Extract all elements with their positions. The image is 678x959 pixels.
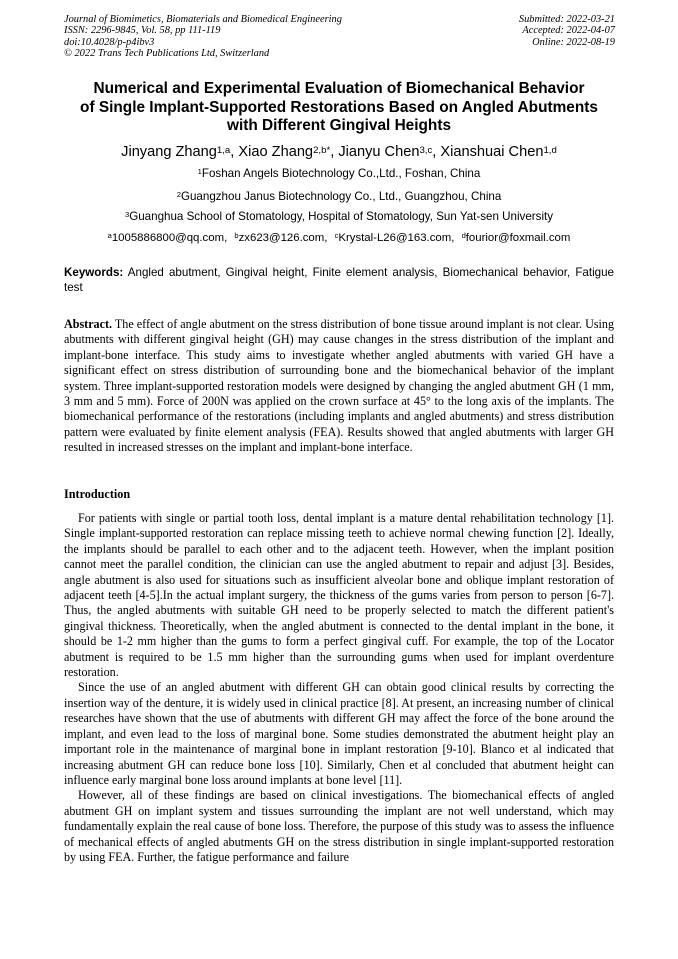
- email-list: [40, 231, 638, 245]
- introduction-heading: Introduction: [64, 487, 131, 501]
- affiliation-2: [40, 190, 638, 204]
- author-affil-marker: 3,c: [419, 144, 433, 156]
- email-marker: a: [107, 231, 112, 241]
- email-link[interactable]: zx623@126.com,: [238, 232, 328, 244]
- author-affil-marker: 1,d: [543, 144, 557, 156]
- email-link[interactable]: fourior@foxmail.com: [465, 232, 571, 244]
- affiliation-text: Foshan Angels Biotechnology Co.,Ltd., Foshan, China: [201, 167, 481, 180]
- email-link[interactable]: Krystal-L26@163.com,: [338, 232, 455, 244]
- affiliation-text: Guangzhou Janus Biotechnology Co., Ltd., Guangzhou, China: [180, 190, 502, 203]
- author-affil-marker: 1,a: [216, 144, 231, 156]
- journal-name: Journal of Biomimetics, Biomaterials and Biomedical Engineering: [64, 14, 342, 25]
- author-name: Jinyang Zhang: [121, 144, 217, 160]
- author-name: Xiao Zhang: [238, 144, 314, 160]
- dates-header: [519, 14, 615, 48]
- submitted-date: Submitted: 2022-03-21: [518, 14, 615, 25]
- copyright-line: © 2022 Trans Tech Publications Ltd, Switzerland: [64, 47, 270, 59]
- author-list: [40, 143, 638, 161]
- email-marker: d: [461, 231, 466, 241]
- issn-line: ISSN: 2296-9845, Vol. 58, pp 111-119: [64, 25, 221, 37]
- abstract-section: [64, 317, 614, 456]
- author-name: Xianshuai Chen: [440, 144, 544, 160]
- introduction-body: [64, 511, 614, 865]
- affiliation-text: Guanghua School of Stomatology, Hospital of Stomatology, Sun Yat-sen University: [129, 210, 554, 223]
- journal-header: [64, 14, 342, 59]
- paper-title: [40, 80, 638, 136]
- affiliation-marker: 3: [124, 210, 130, 220]
- title-line: of Single Implant-Supported Restorations Based on Angled Abutments: [80, 98, 598, 116]
- affiliation-marker: 2: [176, 190, 181, 200]
- paragraph: However, all of these findings are based on clinical investigations. The biomechanical effects of angled abutment GH on implant system and tissues surrounding the implant are not well understand, which may fundamentally explain the real cause of bone loss. Therefore, the purpose of this study was to assess the influence of mechanical effects of angled abutments GH on the stress distribution in single implant-supported restoration by using FEA. Further, the fatigue performance and failure: [64, 788, 614, 864]
- affiliation-3: [40, 210, 638, 224]
- title-line: with Different Gingival Heights: [226, 117, 452, 135]
- abstract-text: The effect of angle abutment on the stress distribution of bone tissue around implant is not clear. Using abutments with different gingival height (GH) may cause changes in the stress distribution of the implant and implant-bone interface. This study aims to investigate whether angled abutments with varied GH have a significant effect on stress distribution of surrounding bone and the biomechanical behavior of the implant system. Three implant-supported restoration models were designed by changing the angled abutment GH (1 mm, 3 mm and 5 mm). Force of 200N was applied on the crown surface at 45° to the long axis of the implants. The biomechanical performance of the restorations (including implants and angled abutments) and stress distribution pattern were evaluated by finite element analysis (FEA). Results showed that angled abutments with larger GH resulted in increased stresses on the implant and implant-bone interface.: [64, 317, 614, 455]
- title-line: Numerical and Experimental Evaluation of Biomechanical Behavior: [93, 80, 585, 97]
- online-date: Online: 2022-08-19: [532, 36, 615, 48]
- doi-line: doi:10.4028/p-p4ibv3: [64, 36, 155, 48]
- keywords-label: Keywords:: [64, 266, 124, 279]
- paragraph: Since the use of an angled abutment with different GH can obtain good clinical results by correcting the insertion way of the denture, it is widely used in clinical practice [8]. At present, an increasing number of clinical researches have shown that the use of abutments with different GH may affect the force of the bone around the implant, and even lead to the loss of marginal bone. Some studies demonstrated the abutment height play an important role in the maintenance of marginal bone in implant restoration [9-10]. Blanco et al indicated that increasing abutment GH can reduce bone loss [10]. Similarly, Chen et al concluded that abutment height can influence early marginal bone loss around implants at bone level [11].: [64, 680, 614, 787]
- author-affil-marker: 2,b*: [313, 144, 331, 156]
- abstract-label: Abstract.: [64, 317, 113, 331]
- keywords-section: [64, 266, 614, 295]
- email-marker: c: [334, 231, 339, 241]
- author-separator: ,: [330, 144, 339, 160]
- author-separator: ,: [432, 144, 441, 160]
- author-name: Jianyu Chen: [338, 144, 420, 160]
- email-marker: b: [234, 231, 239, 241]
- paragraph: For patients with single or partial tooth loss, dental implant is a mature dental rehabilitation technology [1]. Single implant-supported restoration can replace missing teeth to achieve normal chewing function [2]. Ideally, the implants should be parallel to each other and to the adjacent teeth. However, when the implant position cannot meet the parallel condition, the clinician can use the angled abutment to repair and adjust [3]. Besides, angle abutment is also used for situations such as insufficient alveolar bone and oblique implant restoration of adjacent teeth [4-5].In the actual implant surgery, the thickness of the gums varies from person to person [6-7]. Thus, the angled abutments with suitable GH need to be properly selected to match the different patient's gingival thickness. Theoretically, when the angled abutment is connected to the dental implant in the bone, it should be 1-2 mm higher than the gums to form a perfect gingival cuff. For example, the top of the Locator abutment is required to be 1.5 mm higher than the surrounding gums when used for implant overdenture restoration.: [64, 511, 614, 680]
- accepted-date: Accepted: 2022-04-07: [522, 25, 615, 37]
- author-separator: ,: [230, 144, 239, 160]
- keywords-text: Angled abutment, Gingival height, Finite element analysis, Biomechanical behavior, Fatigue test: [64, 266, 614, 294]
- affiliation-marker: 1: [197, 167, 202, 177]
- email-link[interactable]: 1005886800@qq.com,: [111, 232, 228, 244]
- affiliation-1: [40, 167, 638, 181]
